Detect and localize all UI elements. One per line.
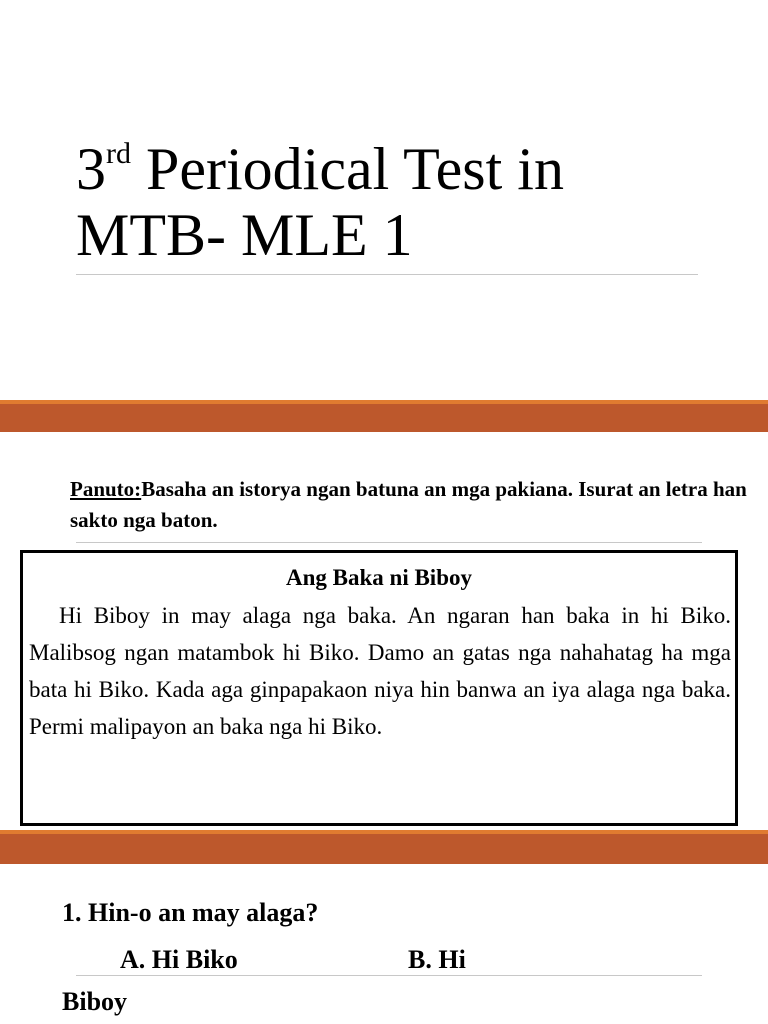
story-box bbox=[20, 550, 738, 826]
choice-b: B. Hi bbox=[408, 945, 466, 974]
title-line-1: Periodical Test in bbox=[131, 136, 564, 202]
question-divider bbox=[76, 975, 702, 976]
slide-title bbox=[76, 136, 564, 268]
story-text: Hi Biboy in may alaga nga baka. An ngaran han baka in hi Biko. Malibsog ngan matambok hi Biko. Damo an gatas nga nahahatag ha mga bata hi Biko. Kada aga ginpapakaon niya hin banwa an iya alaga nga baka. Permi malipayon an baka nga hi Biko. bbox=[29, 603, 731, 739]
instructions-label: Panuto: bbox=[70, 477, 142, 501]
title-divider bbox=[76, 274, 698, 275]
story-title: Ang Baka ni Biboy bbox=[286, 565, 472, 590]
choice-a: A. Hi Biko bbox=[120, 945, 238, 974]
instructions bbox=[70, 474, 768, 536]
instructions-text: Basaha an istorya ngan batuna an mga pakiana. Isurat an letra han sakto nga baton. bbox=[70, 477, 747, 532]
title-number: 3 bbox=[76, 136, 106, 202]
title-line-2: MTB- MLE 1 bbox=[76, 202, 413, 268]
title-ordinal-suffix: rd bbox=[106, 137, 131, 170]
instructions-divider bbox=[76, 542, 702, 543]
top-accent-band bbox=[0, 400, 768, 432]
choice-b-continued: Biboy bbox=[62, 987, 128, 1016]
question-1: 1. Hin-o an may alaga? bbox=[62, 898, 319, 927]
bottom-accent-band bbox=[0, 830, 768, 864]
